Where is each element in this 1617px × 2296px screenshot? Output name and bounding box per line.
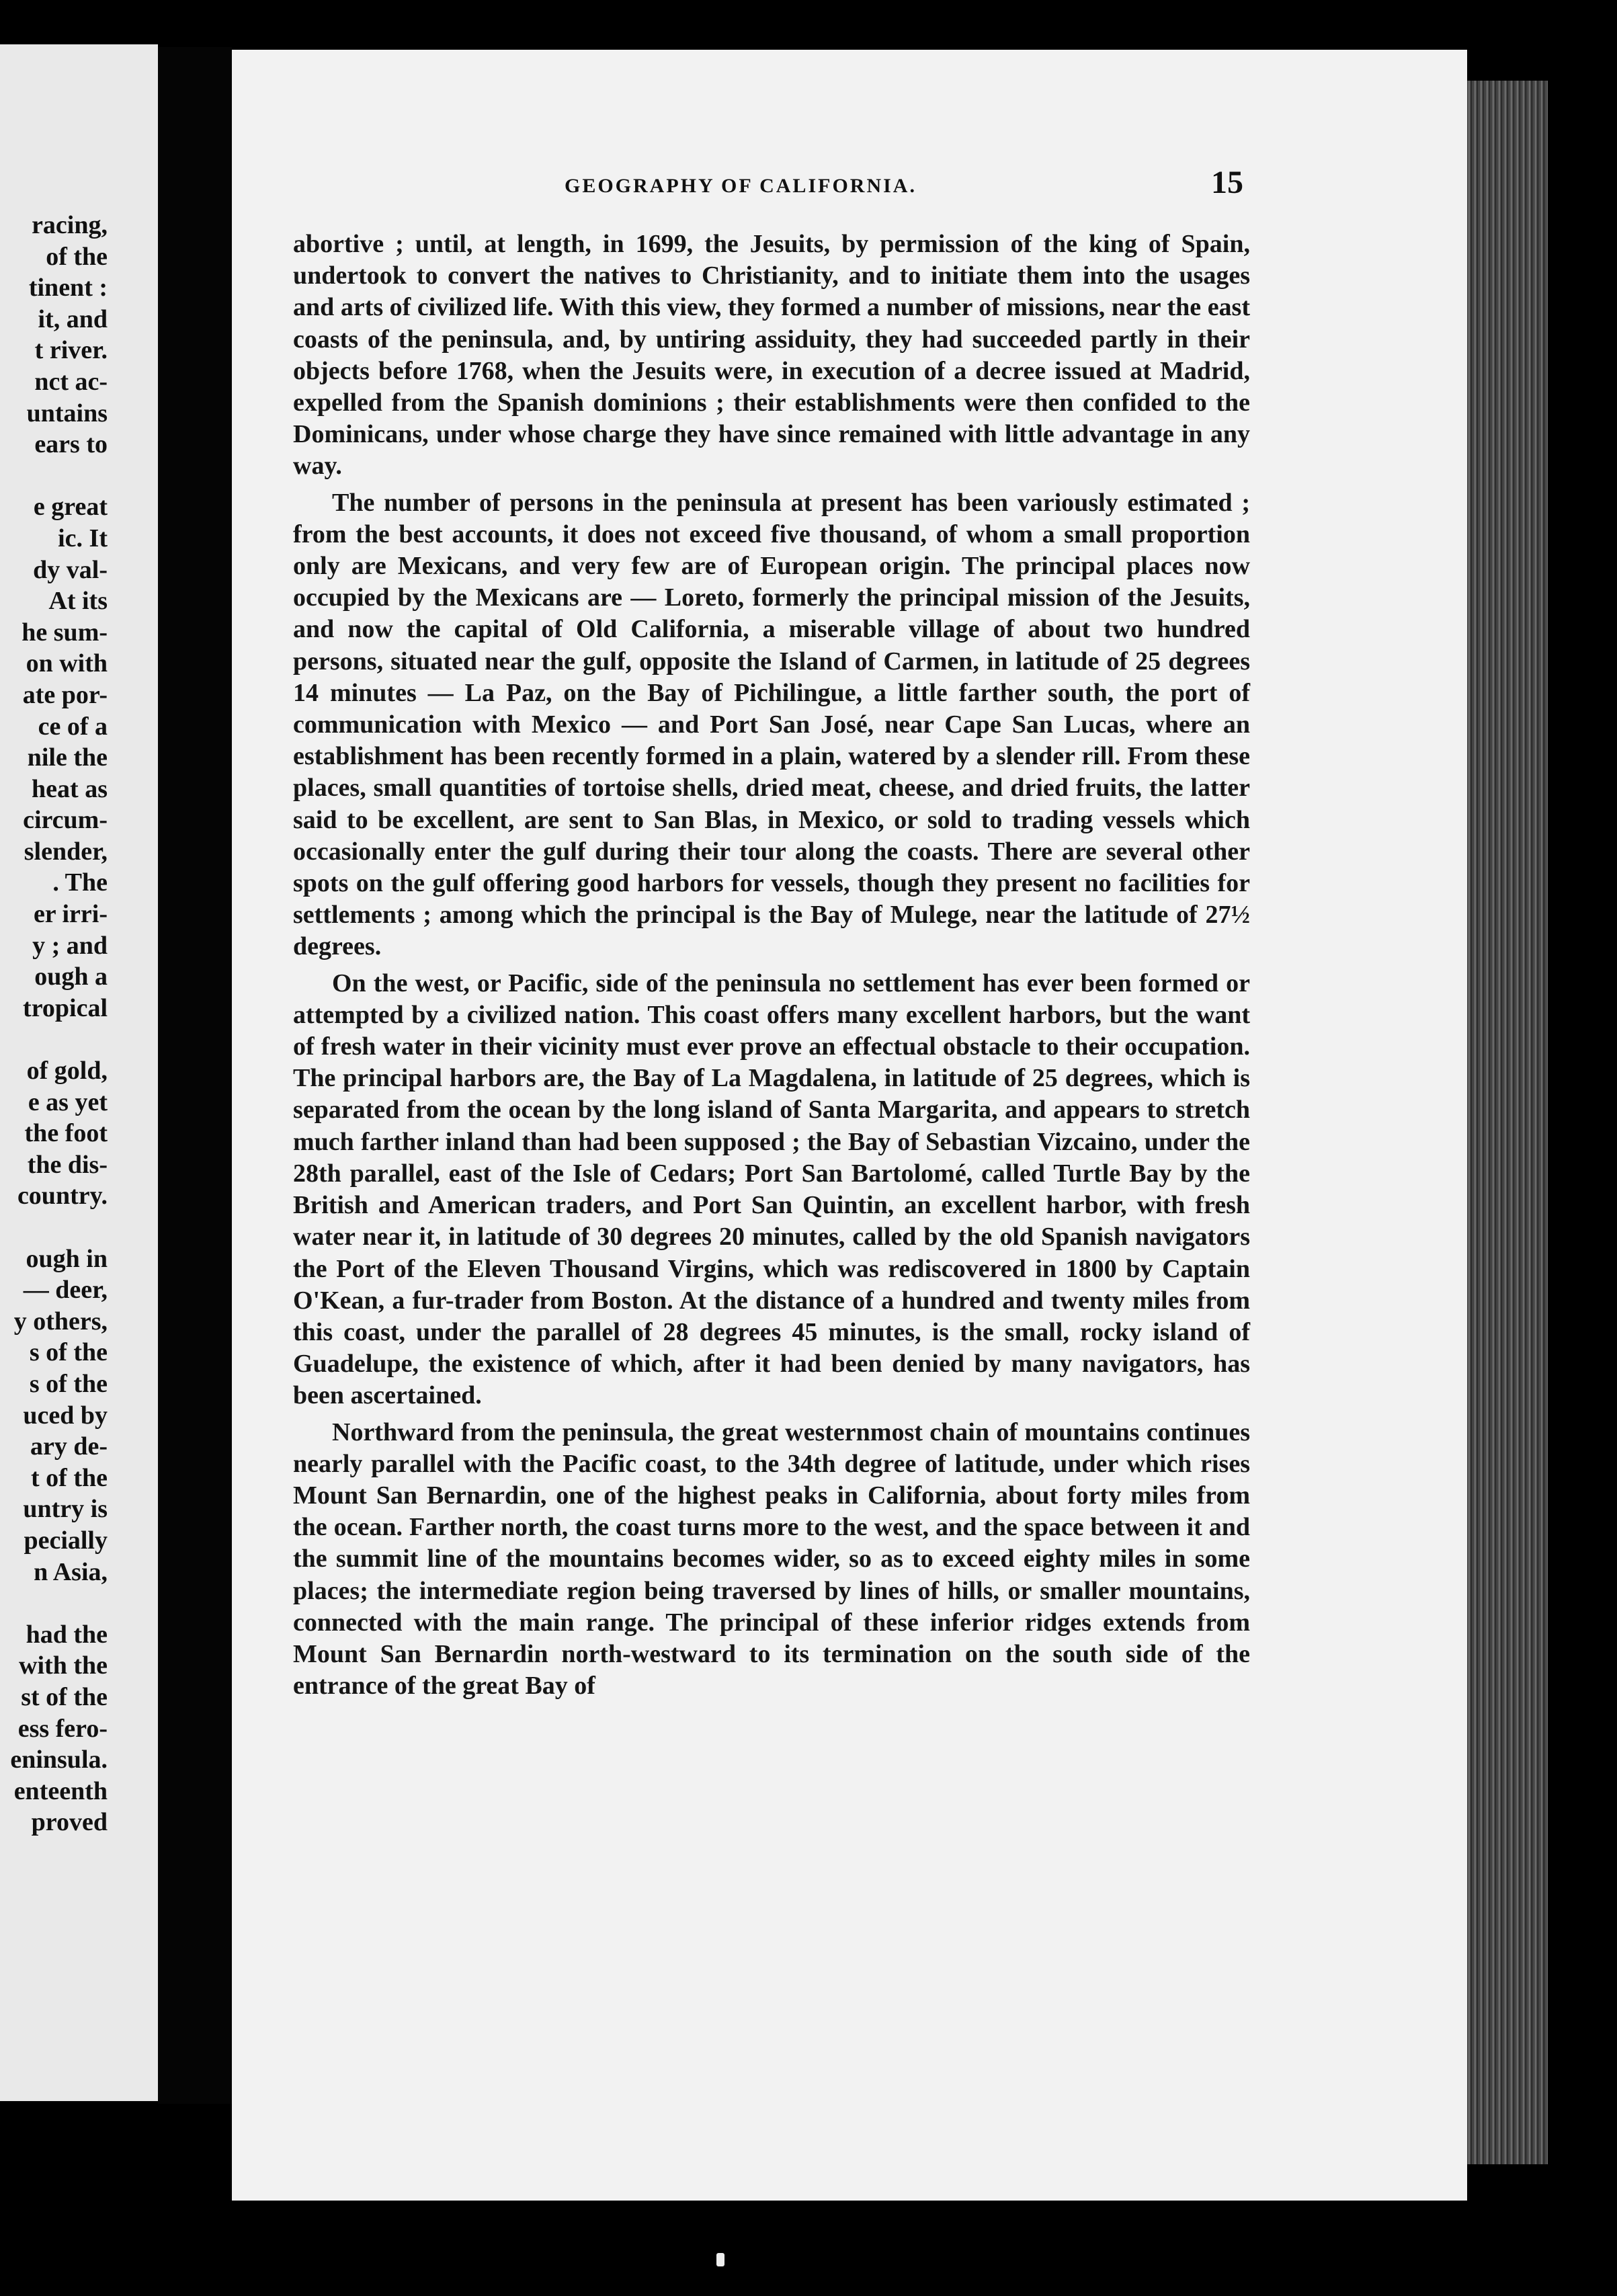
paragraph-3: On the west, or Pacific, side of the peninsula no settlement has ever been formed or attempted by a civilized nation. This coast offers many excellent harbors, but the want of fresh water in their vicinity must ever prove an effectual obstacle to their occupation. The principal harbors are, the Bay of La Magdalena, in latitude of 25 degrees, which is separated from the ocean by the long island of Santa Margarita, and appears to stretch much farther inland than had been supposed ; the Bay of Sebastian Vizcaino, under the 28th parallel, east of the Isle of Cedars; Port San Bartolomé, called Turtle Bay by the British and American traders, and Port San Quintin, an excellent harbor, with fresh water near it, in latitude of 30 degrees 20 minutes, called by the old Spanish navigators the Port of the Eleven Thousand Virgins, which was rediscovered in 1800 by Captain O'Kean, a fur-trader from Boston. At the distance of a hundred and twenty miles from this coast, under the parallel of 28 degrees 45 minutes, is the small, rocky island of Guadelupe, the existence of which, after it had been denied by many navigators, has been ascertained. xyxy=(293,969,1250,1410)
facing-page-line xyxy=(0,1024,108,1055)
facing-page-line: circum- xyxy=(23,806,108,835)
facing-page-line: t river. xyxy=(34,336,108,365)
paragraph-2: The number of persons in the peninsula at present has been variously estimated ; from the best accounts, it does not exceed five thousand, of whom a small proportion only are Mexicans, and very few are of European origin. The principal places now occupied by the Mexicans are — Loreto, formerly the principal mission of the Jesuits, and now the capital of Old California, a miserable village of about two hundred persons, situated near the gulf, opposite the Island of Carmen, in latitude of 25 degrees 14 minutes — La Paz, on the Bay of Pichilingue, a little farther south, the port of communication with Mexico — and Port San José, near Cape San Lucas, where an establishment has been recently formed in a plain, watered by a slender rill. From these places, small quantities of tortoise shells, dried meat, cheese, and dried fruits, the latter said to be excellent, are sent to San Blas, in Mexico, or sold to trading vessels which occasionally enter the gulf during their tour along the coasts. There are several other spots on the gulf offering good harbors for vessels, though they present no facilities for settlements ; among which the principal is the Bay of Mulege, near the latitude of 27½ degrees. xyxy=(293,488,1250,961)
facing-page-line: — deer, xyxy=(23,1276,108,1305)
facing-page-line xyxy=(0,1588,108,1619)
facing-page-line xyxy=(0,460,108,492)
facing-page-line: of gold, xyxy=(26,1057,108,1085)
running-head: GEOGRAPHY OF CALIFORNIA. xyxy=(565,175,917,197)
facing-page-line: the dis- xyxy=(27,1150,108,1179)
facing-page-line: . The xyxy=(52,868,108,897)
facing-page-line: enteenth xyxy=(13,1776,108,1805)
facing-page-line: At its xyxy=(48,587,108,616)
facing-page-line: y ; and xyxy=(32,931,108,960)
facing-page-line: eninsula. xyxy=(10,1746,108,1774)
facing-page-line xyxy=(0,1212,108,1243)
facing-page-line: ic. It xyxy=(58,524,108,552)
facing-page-text xyxy=(0,210,108,1838)
facing-page-line: tinent : xyxy=(28,274,108,302)
facing-page-line: ce of a xyxy=(38,712,108,741)
facing-page-line: he sum- xyxy=(22,618,108,647)
page-number: 15 xyxy=(1211,165,1243,200)
facing-page-line: it, and xyxy=(38,304,108,333)
facing-page-line: st of the xyxy=(21,1682,108,1711)
facing-page-line: country. xyxy=(17,1182,108,1211)
facing-page-line: e as yet xyxy=(28,1088,108,1116)
page-header xyxy=(336,165,1243,208)
facing-page-line: e great xyxy=(33,493,108,522)
book-gutter xyxy=(158,47,232,2104)
page-body xyxy=(293,229,1250,1707)
facing-page-line: s of the xyxy=(29,1369,108,1398)
facing-page-line: with the xyxy=(19,1651,108,1680)
page-edge xyxy=(1467,81,1548,2164)
facing-page-line: untry is xyxy=(23,1495,108,1524)
facing-page-line: of the xyxy=(46,242,108,271)
facing-page-line: the foot xyxy=(24,1119,108,1148)
facing-page-line: uced by xyxy=(23,1401,108,1430)
facing-page-line: ough a xyxy=(34,962,108,991)
facing-page-line: nct ac- xyxy=(34,367,108,396)
facing-page-line: untains xyxy=(26,399,108,427)
facing-page-line: y others, xyxy=(13,1307,108,1336)
facing-page-line: ough in xyxy=(26,1244,108,1273)
facing-page-line: dy val- xyxy=(33,555,108,584)
facing-page-line: ears to xyxy=(34,430,108,459)
scan-mark xyxy=(716,2253,724,2266)
facing-page-line: had the xyxy=(26,1620,108,1649)
facing-page-line: pecially xyxy=(24,1526,108,1555)
facing-page-line: heat as xyxy=(32,774,108,803)
facing-page-line: s of the xyxy=(29,1338,108,1367)
facing-page-line: ess fero- xyxy=(17,1714,108,1743)
facing-page-line: racing, xyxy=(32,211,108,239)
facing-page-line: ary de- xyxy=(30,1432,108,1461)
facing-page-line: ate por- xyxy=(22,680,108,709)
facing-page-line: proved xyxy=(31,1808,108,1837)
facing-page-line: tropical xyxy=(23,993,108,1022)
paragraph-4: Northward from the peninsula, the great westernmost chain of mountains continues nearly parallel with the Pacific coast, to the 34th degree of latitude, under which rises Mount San Bernardin, one of the highest peaks in California, about forty miles from the ocean. Farther north, the coast turns more to the west, and the space between it and the summit line of the mountains becomes wider, so as to exceed eighty miles in some places; the intermediate region being traversed by lines of hills, or smaller mountains, connected with the main range. The principal of these inferior ridges extends from Mount San Bernardin north-westward to its termination on the south side of the entrance of the great Bay of xyxy=(293,1418,1250,1700)
paragraph-1: abortive ; until, at length, in 1699, the Jesuits, by permission of the king of Spain, undertook to convert the natives to Christianity, and to initiate them into the usages and arts of civilized life. With this view, they formed a number of missions, near the east coasts of the peninsula, and, by untiring assiduity, they had succeeded partly in their objects before 1768, when the Jesuits were, in execution of a decree issued at Madrid, expelled from the Spanish dominions ; their establishments were then confided to the Dominicans, under whose charge they have since remained with little advantage in any way. xyxy=(293,230,1250,481)
facing-page xyxy=(0,44,158,2101)
facing-page-line: er irri- xyxy=(33,900,108,929)
facing-page-line: on with xyxy=(26,649,108,678)
facing-page-line: nile the xyxy=(27,743,108,772)
facing-page-line: t of the xyxy=(31,1463,108,1492)
facing-page-line: n Asia, xyxy=(34,1557,108,1586)
facing-page-line: slender, xyxy=(24,837,108,866)
